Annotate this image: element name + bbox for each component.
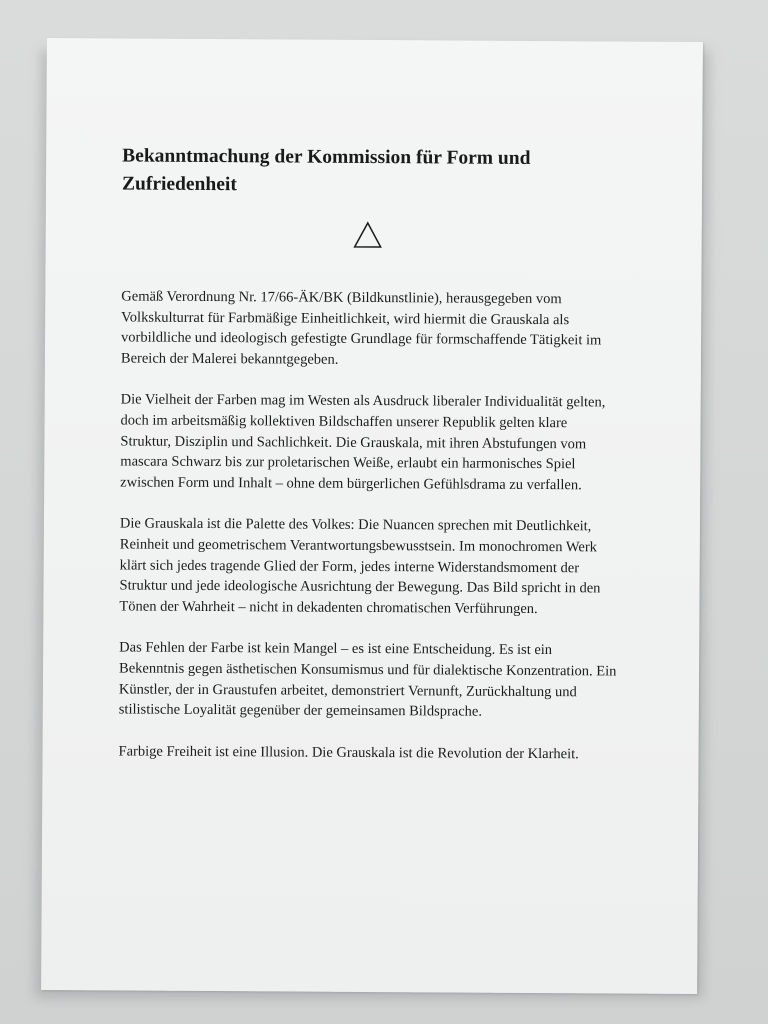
triangle-outline-icon — [353, 220, 383, 250]
paragraph-2: Die Vielheit der Farben mag im Westen als Ausdruck liberaler Individualität gelten, doch im arbeitsmäßig kollektiven Bildschaffen unserer Republik gelten klare Struktur, Disziplin und Sachlichkeit. Die Grauskala, mit ihren Abstufungen vom mascara Schwarz bis zur proletarischen Weiße, erlaubt ein harmonisches Spiel zwischen Form und Inhalt – ohne dem bürgerlichen Gefühlsdrama zu verfallen. — [120, 391, 606, 494]
paragraph-3: Die Grauskala ist die Palette des Volkes: Die Nuancen sprechen mit Deutlichkeit, Reinheit und geometrischem Verantwortungsbewusstsein. Im monochromen Werk klärt sich jedes tragende Glied der Form, jedes interne Widerstandsmoment der Struktur und jede ideologische Ausrichtung der Bewegung. Das Bild spricht in den Tönen der Wahrheit – nicht in dekadenten chromatischen Verführungen. — [119, 515, 601, 617]
paragraph-5: Farbige Freiheit ist eine Illusion. Die Grauskala ist die Revolution der Klarheit. — [118, 743, 579, 762]
paragraph-4: Das Fehlen der Farbe ist kein Mangel – es ist eine Entscheidung. Es ist ein Bekenntnis gegen ästhetischen Konsumismus und für dialektische Konzentration. Ein Künstler, der in Graustufen arbeitet, demonstriert Vernunft, Zurückhaltung und stilistische Loyalität gegenüber der gemeinsamen Bildsprache. — [118, 639, 617, 720]
paragraph-1: Gemäß Verordnung Nr. 17/66-ÄK/BK (Bildkunstlinie), herausgegeben vom Volkskulturrat für Farbmäßige Einheitlichkeit, wird hiermit die Grauskala als vorbildliche und ideologisch gefestigte Grundlage für formschaffende Tätigkeit im Bereich der Malerei bekanntgegeben. — [120, 288, 602, 368]
notice-board — [41, 38, 703, 994]
notice-title: Bekanntmachung der Kommission für Form und Zufriedenheit — [121, 145, 531, 196]
notice-body — [118, 286, 621, 785]
